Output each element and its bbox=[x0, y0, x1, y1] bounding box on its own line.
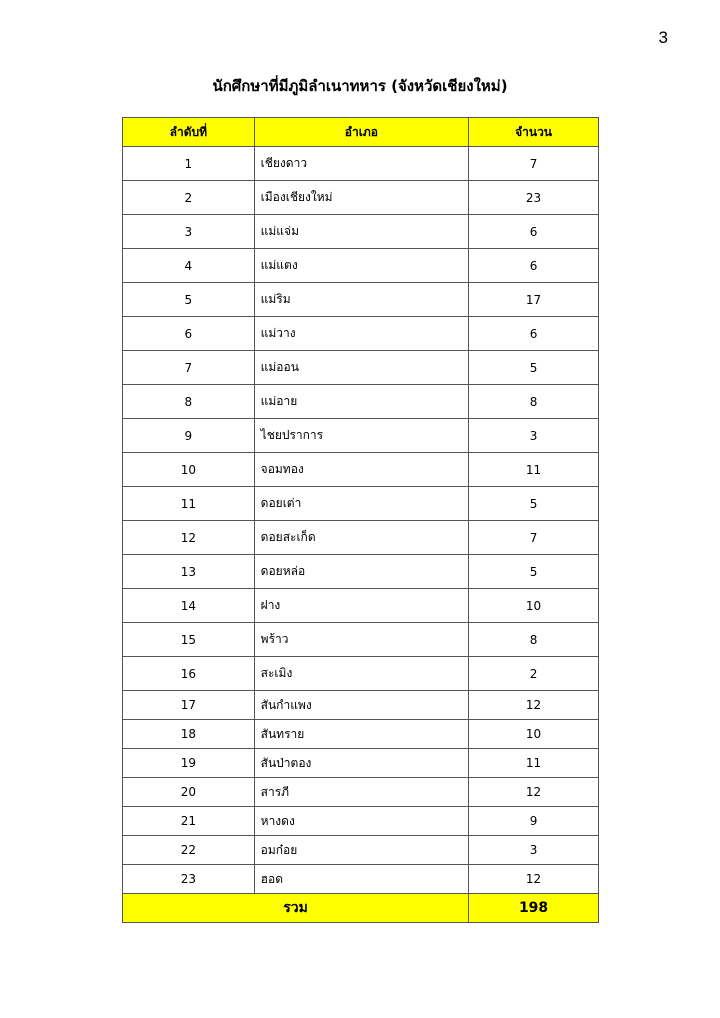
row-count: 8 bbox=[469, 385, 599, 419]
total-value: 198 bbox=[469, 894, 599, 923]
table-row bbox=[123, 589, 599, 623]
row-count: 3 bbox=[469, 419, 599, 453]
row-district: ฝาง bbox=[254, 589, 468, 623]
row-order: 2 bbox=[123, 181, 255, 215]
row-count: 11 bbox=[469, 749, 599, 778]
table-row bbox=[123, 147, 599, 181]
row-order: 17 bbox=[123, 691, 255, 720]
row-count: 6 bbox=[469, 249, 599, 283]
table-row bbox=[123, 521, 599, 555]
table-row bbox=[123, 283, 599, 317]
table-row bbox=[123, 657, 599, 691]
row-count: 12 bbox=[469, 691, 599, 720]
table-body bbox=[123, 147, 599, 894]
table-row bbox=[123, 249, 599, 283]
row-order: 14 bbox=[123, 589, 255, 623]
row-order: 6 bbox=[123, 317, 255, 351]
row-district: ฮอด bbox=[254, 865, 468, 894]
table-row bbox=[123, 778, 599, 807]
row-district: จอมทอง bbox=[254, 453, 468, 487]
row-count: 11 bbox=[469, 453, 599, 487]
row-district: สารภี bbox=[254, 778, 468, 807]
table-row bbox=[123, 351, 599, 385]
table-row bbox=[123, 865, 599, 894]
row-district: สันทราย bbox=[254, 720, 468, 749]
table-row bbox=[123, 453, 599, 487]
row-count: 17 bbox=[469, 283, 599, 317]
table-row bbox=[123, 555, 599, 589]
row-count: 5 bbox=[469, 487, 599, 521]
row-count: 7 bbox=[469, 521, 599, 555]
table-row bbox=[123, 181, 599, 215]
header-order: ลำดับที่ bbox=[123, 118, 255, 147]
row-order: 1 bbox=[123, 147, 255, 181]
row-district: สะเมิง bbox=[254, 657, 468, 691]
row-order: 11 bbox=[123, 487, 255, 521]
row-order: 9 bbox=[123, 419, 255, 453]
row-order: 3 bbox=[123, 215, 255, 249]
row-order: 13 bbox=[123, 555, 255, 589]
row-count: 7 bbox=[469, 147, 599, 181]
row-district: สันป่าตอง bbox=[254, 749, 468, 778]
table-row bbox=[123, 691, 599, 720]
row-order: 15 bbox=[123, 623, 255, 657]
row-district: แม่ออน bbox=[254, 351, 468, 385]
table-row bbox=[123, 749, 599, 778]
row-district: แม่ริม bbox=[254, 283, 468, 317]
table-row bbox=[123, 836, 599, 865]
row-district: อมก๋อย bbox=[254, 836, 468, 865]
row-count: 6 bbox=[469, 215, 599, 249]
row-district: แม่แตง bbox=[254, 249, 468, 283]
row-district: หางดง bbox=[254, 807, 468, 836]
table-row bbox=[123, 807, 599, 836]
row-count: 5 bbox=[469, 351, 599, 385]
row-district: แม่อาย bbox=[254, 385, 468, 419]
table-row bbox=[123, 215, 599, 249]
row-count: 5 bbox=[469, 555, 599, 589]
row-district: สันกำแพง bbox=[254, 691, 468, 720]
page-number: 3 bbox=[658, 28, 668, 47]
row-count: 12 bbox=[469, 778, 599, 807]
row-order: 5 bbox=[123, 283, 255, 317]
row-count: 8 bbox=[469, 623, 599, 657]
header-count: จำนวน bbox=[469, 118, 599, 147]
row-order: 19 bbox=[123, 749, 255, 778]
row-order: 23 bbox=[123, 865, 255, 894]
row-order: 4 bbox=[123, 249, 255, 283]
row-order: 22 bbox=[123, 836, 255, 865]
table-row bbox=[123, 419, 599, 453]
table-header-row bbox=[123, 118, 599, 147]
row-district: ดอยหล่อ bbox=[254, 555, 468, 589]
row-order: 12 bbox=[123, 521, 255, 555]
total-label: รวม bbox=[123, 894, 469, 923]
row-order: 18 bbox=[123, 720, 255, 749]
page-title: นักศึกษาที่มีภูมิลำเนาทหาร (จังหวัดเชียงใหม่) bbox=[212, 77, 508, 95]
table-row bbox=[123, 487, 599, 521]
row-district: เชียงดาว bbox=[254, 147, 468, 181]
students-table bbox=[122, 117, 599, 923]
header-district: อำเภอ bbox=[254, 118, 468, 147]
row-count: 10 bbox=[469, 589, 599, 623]
row-count: 9 bbox=[469, 807, 599, 836]
row-district: ไชยปราการ bbox=[254, 419, 468, 453]
row-order: 21 bbox=[123, 807, 255, 836]
row-count: 6 bbox=[469, 317, 599, 351]
table-row bbox=[123, 623, 599, 657]
row-district: แม่วาง bbox=[254, 317, 468, 351]
row-order: 16 bbox=[123, 657, 255, 691]
row-order: 20 bbox=[123, 778, 255, 807]
table-row bbox=[123, 385, 599, 419]
row-district: เมืองเชียงใหม่ bbox=[254, 181, 468, 215]
row-order: 7 bbox=[123, 351, 255, 385]
row-count: 3 bbox=[469, 836, 599, 865]
row-district: ดอยสะเก็ด bbox=[254, 521, 468, 555]
row-order: 10 bbox=[123, 453, 255, 487]
table-row bbox=[123, 317, 599, 351]
total-row bbox=[123, 894, 599, 923]
row-count: 12 bbox=[469, 865, 599, 894]
table-row bbox=[123, 720, 599, 749]
row-district: ดอยเต่า bbox=[254, 487, 468, 521]
row-district: พร้าว bbox=[254, 623, 468, 657]
row-district: แม่แจ่ม bbox=[254, 215, 468, 249]
row-order: 8 bbox=[123, 385, 255, 419]
row-count: 2 bbox=[469, 657, 599, 691]
row-count: 23 bbox=[469, 181, 599, 215]
row-count: 10 bbox=[469, 720, 599, 749]
